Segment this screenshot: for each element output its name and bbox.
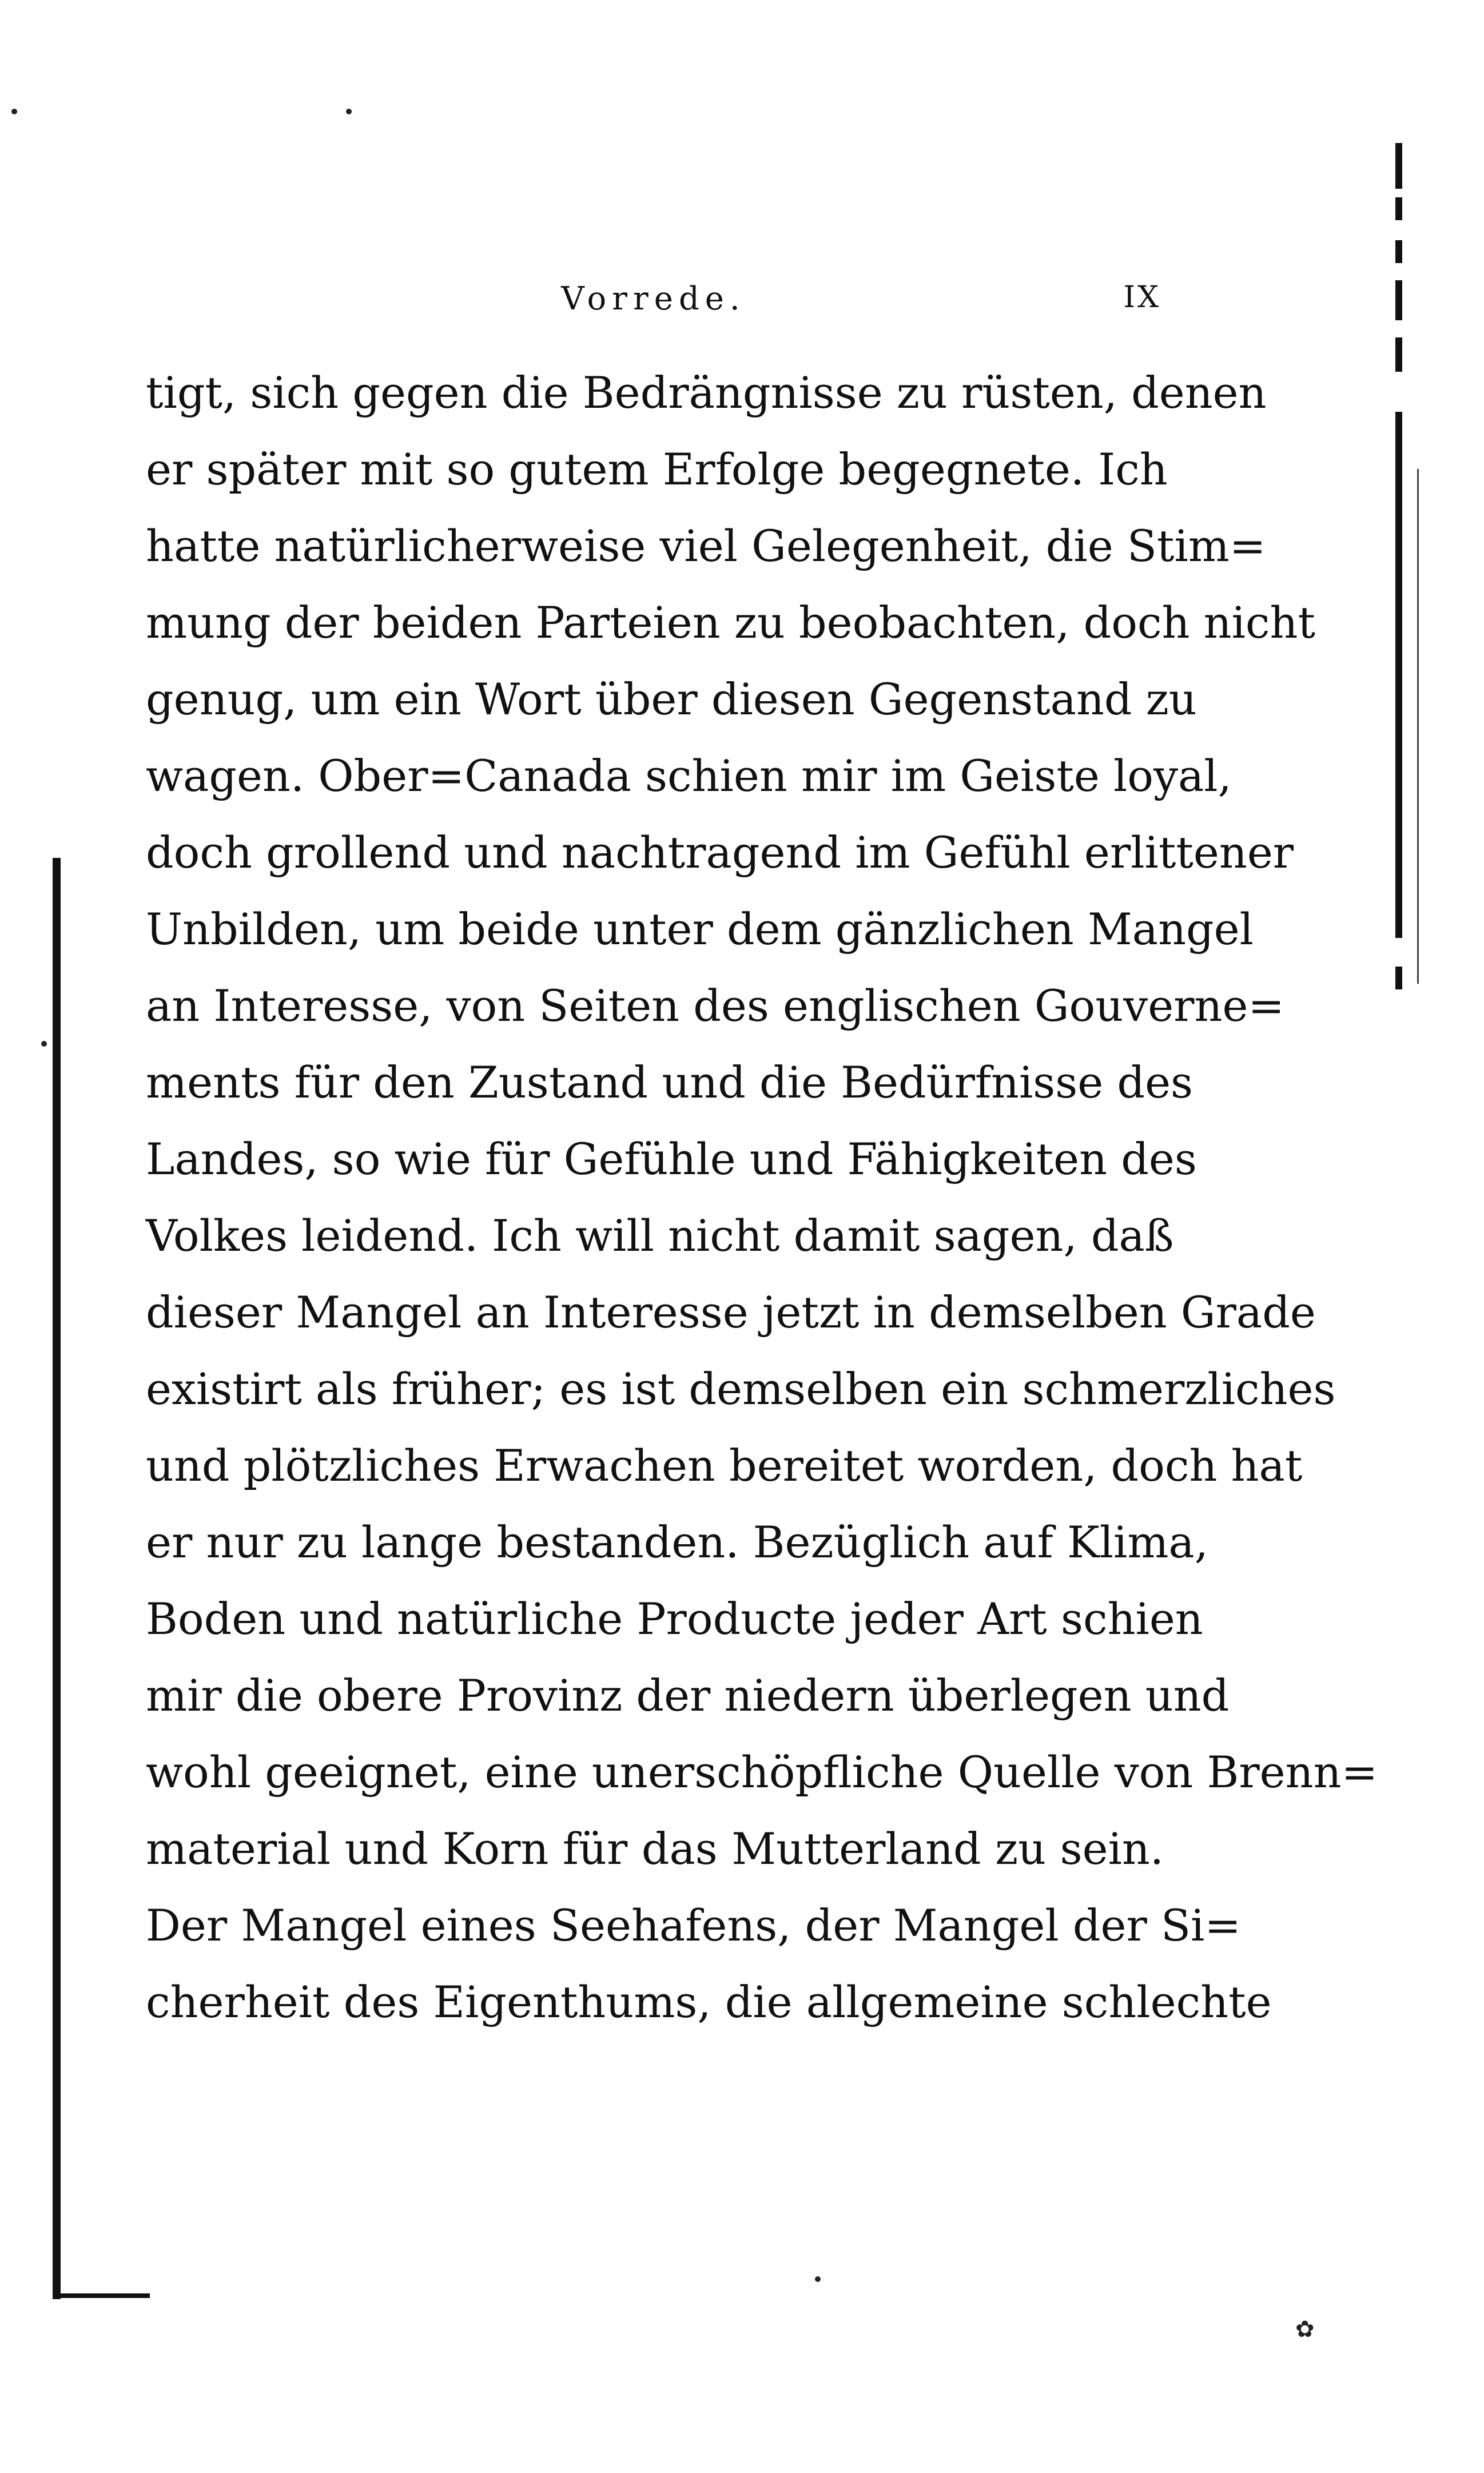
text-line: und plötzliches Erwachen bereitet worden, doch hat (146, 1440, 1303, 1491)
edge-mark (1395, 143, 1402, 189)
text-line: Volkes leidend. Ich will nicht damit sagen, daß (146, 1210, 1174, 1261)
text-line: an Interesse, von Seiten des englischen Gouverne= (146, 980, 1285, 1031)
edge-mark (1395, 337, 1402, 372)
text-line: er später mit so gutem Erfolge begegnete. Ich (146, 444, 1168, 495)
page-header (146, 280, 1161, 332)
edge-mark (1395, 240, 1402, 263)
speck (815, 2276, 821, 2282)
text-line: cherheit des Eigenthums, die allgemeine schlechte (146, 1977, 1272, 2027)
text-line: hatte natürlicherweise viel Gelegenheit, die Stim= (146, 520, 1266, 571)
binding-shadow (53, 858, 61, 2299)
edge-mark (1395, 280, 1402, 320)
edge-mark (1395, 412, 1402, 938)
edge-mark (1395, 967, 1402, 989)
text-line: tigt, sich gegen die Bedrängnisse zu rüsten, denen (146, 367, 1267, 418)
text-line: wohl geeignet, eine unerschöpfliche Quelle von Brenn= (146, 1747, 1378, 1798)
running-title: Vorrede. (561, 280, 746, 317)
text-line: wagen. Ober=Canada schien mir im Geiste loyal, (146, 750, 1232, 801)
text-line: ments für den Zustand und die Bedürfnisse des (146, 1057, 1193, 1108)
text-line: existirt als früher; es ist demselben ein schmerzliches (146, 1363, 1336, 1414)
text-line: genug, um ein Wort über diesen Gegenstand zu (146, 674, 1197, 725)
text-line: Landes, so wie für Gefühle und Fähigkeiten des (146, 1134, 1197, 1184)
text-line: material und Korn für das Mutterland zu sein. (146, 1823, 1164, 1874)
text-line: dieser Mangel an Interesse jetzt in demselben Grade (146, 1287, 1316, 1338)
text-line: er nur zu lange bestanden. Bezüglich auf Klima, (146, 1517, 1208, 1568)
page-number: IX (1123, 280, 1161, 315)
speck (11, 109, 17, 114)
edge-tick (1417, 469, 1419, 984)
text-line: Boden und natürliche Producte jeder Art schien (146, 1593, 1203, 1644)
binding-shadow-foot (53, 2293, 150, 2298)
corner-stamp-icon: ✿ (1295, 2316, 1315, 2343)
text-line: doch grollend und nachtragend im Gefühl erlittener (146, 827, 1294, 878)
text-line: Unbilden, um beide unter dem gänzlichen Mangel (146, 904, 1254, 955)
body-text (146, 355, 1378, 2041)
text-line: mir die obere Provinz der niedern überlegen und (146, 1670, 1230, 1721)
speck (41, 1041, 47, 1047)
speck (346, 109, 352, 114)
text-line: Der Mangel eines Seehafens, der Mangel der Si= (146, 1900, 1242, 1951)
edge-mark (1395, 197, 1402, 220)
text-line: mung der beiden Parteien zu beobachten, doch nicht (146, 597, 1315, 648)
